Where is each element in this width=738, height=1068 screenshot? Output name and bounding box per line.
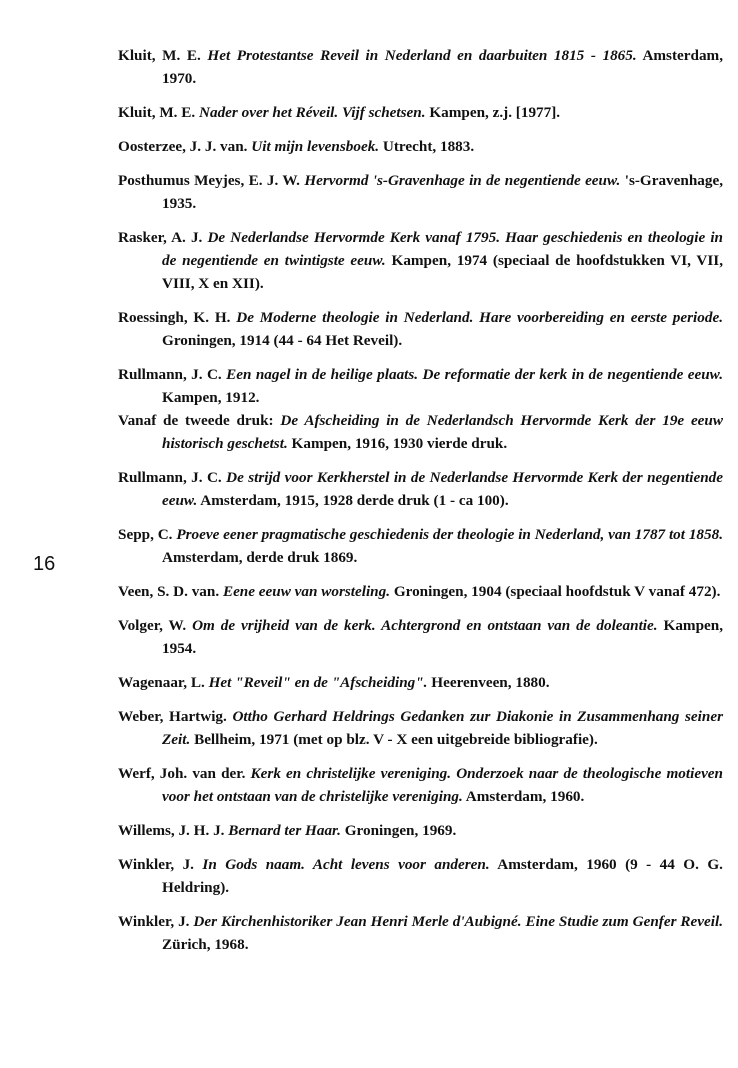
- entry-author: Volger, W.: [118, 617, 187, 634]
- entry-title: Ottho Gerhard Heldrings Gedanken zur Diakonie in Zusammenhang seiner Zeit.: [162, 708, 723, 748]
- entry-publication: Bellheim, 1971 (met op blz. V - X een uitgebreide bibliografie).: [194, 731, 598, 748]
- edition-note-publication: Kampen, 1916, 1930 vierde druk.: [291, 435, 508, 452]
- entry-publication: Amsterdam, derde druk 1869.: [162, 549, 358, 566]
- entry-author: Kluit, M. E.: [118, 104, 196, 121]
- entry-publication: Utrecht, 1883.: [382, 138, 475, 155]
- entry-edition-note: [118, 409, 723, 455]
- entry-title: Bernard ter Haar.: [228, 822, 341, 839]
- entry-author: Roessingh, K. H.: [118, 309, 231, 326]
- entry-publication: Groningen, 1969.: [344, 822, 457, 839]
- entry-publication: Kampen, 1974 (speciaal de hoofdstukken VI, VII, VIII, X en XII).: [162, 252, 724, 292]
- entry-author: Posthumus Meyjes, E. J. W.: [118, 172, 300, 189]
- entry-publication: Groningen, 1914 (44 - 64 Het Reveil).: [162, 332, 403, 349]
- entry-publication: Groningen, 1904 (speciaal hoofdstuk V vanaf 472).: [393, 583, 721, 600]
- entry-author: Sepp, C.: [118, 526, 173, 543]
- entry-publication: 's-Gravenhage, 1935.: [162, 172, 724, 212]
- bibliography-entry: [118, 226, 723, 295]
- bibliography-entry: [118, 671, 723, 694]
- bibliography-entry: [118, 363, 723, 455]
- entry-title: Kerk en christelijke vereniging. Onderzoek naar de theologische motieven voor het ontstaan van de christelijke vereniging.: [162, 765, 723, 805]
- bibliography-entry: [118, 306, 723, 352]
- bibliography-entry: [118, 819, 723, 842]
- entry-title: Proeve eener pragmatische geschiedenis der theologie in Nederland, van 1787 tot 1858.: [176, 526, 724, 543]
- entry-publication: Amsterdam, 1915, 1928 derde druk (1 - ca 100).: [200, 492, 509, 509]
- entry-author: Kluit, M. E.: [118, 47, 201, 64]
- entry-publication: Zürich, 1968.: [162, 936, 249, 953]
- entry-author: Rullmann, J. C.: [118, 366, 222, 383]
- entry-publication: Heerenveen, 1880.: [431, 674, 550, 691]
- entry-title: Uit mijn levensboek.: [251, 138, 380, 155]
- entry-author: Rullmann, J. C.: [118, 469, 222, 486]
- entry-author: Veen, S. D. van.: [118, 583, 220, 600]
- entry-author: Willems, J. H. J.: [118, 822, 225, 839]
- page-number: 16: [33, 553, 56, 575]
- bibliography-entry: [118, 614, 723, 660]
- entry-title: De Nederlandse Hervormde Kerk vanaf 1795. Haar geschiedenis en theologie in de negentiende en twintigste eeuw.: [162, 229, 723, 269]
- entry-title: Nader over het Réveil. Vijf schetsen.: [199, 104, 426, 121]
- edition-note-title: De Afscheiding in de Nederlandsch Hervormde Kerk der 19e eeuw historisch geschetst.: [162, 412, 723, 452]
- bibliography-entry: [118, 523, 723, 569]
- entry-title: Het "Reveil" en de "Afscheiding".: [208, 674, 428, 691]
- entry-title: In Gods naam. Acht levens voor anderen.: [202, 856, 490, 873]
- entry-title: Om de vrijheid van de kerk. Achtergrond en ontstaan van de doleantie.: [192, 617, 658, 634]
- bibliography-entry: [118, 580, 723, 603]
- bibliography-list: [118, 44, 723, 967]
- entry-title: Het Protestantse Reveil in Nederland en daarbuiten 1815 - 1865.: [207, 47, 637, 64]
- entry-author: Wagenaar, L.: [118, 674, 205, 691]
- entry-publication: Amsterdam, 1960 (9 - 44 O. G. Heldring).: [162, 856, 723, 896]
- bibliography-entry: [118, 762, 723, 808]
- bibliography-entry: [118, 101, 723, 124]
- edition-note-prefix: Vanaf de tweede druk:: [118, 412, 274, 429]
- entry-author: Werf, Joh. van der.: [118, 765, 246, 782]
- entry-publication: Amsterdam, 1960.: [465, 788, 585, 805]
- entry-publication: Kampen, 1912.: [162, 389, 260, 406]
- entry-publication: Amsterdam, 1970.: [162, 47, 723, 87]
- bibliography-entry: [118, 466, 723, 512]
- entry-author: Weber, Hartwig.: [118, 708, 227, 725]
- bibliography-entry: [118, 135, 723, 158]
- entry-title: Der Kirchenhistoriker Jean Henri Merle d'Aubigné. Eine Studie zum Genfer Reveil.: [193, 913, 724, 930]
- bibliography-entry: [118, 44, 723, 90]
- entry-author: Oosterzee, J. J. van.: [118, 138, 248, 155]
- entry-title: De strijd voor Kerkherstel in de Nederlandse Hervormde Kerk der negentiende eeuw.: [162, 469, 723, 509]
- entry-author: Rasker, A. J.: [118, 229, 203, 246]
- bibliography-entry: [118, 910, 723, 956]
- entry-author: Winkler, J.: [118, 913, 190, 930]
- entry-title: Een nagel in de heilige plaats. De reformatie der kerk in de negentiende eeuw.: [226, 366, 724, 383]
- entry-title: Hervormd 's-Gravenhage in de negentiende eeuw.: [304, 172, 621, 189]
- bibliography-entry: [118, 705, 723, 751]
- bibliography-entry: [118, 169, 723, 215]
- entry-publication: Kampen, z.j. [1977].: [429, 104, 561, 121]
- entry-title: Eene eeuw van worsteling.: [222, 583, 391, 600]
- entry-author: Winkler, J.: [118, 856, 194, 873]
- entry-publication: Kampen, 1954.: [162, 617, 724, 657]
- bibliography-entry: [118, 853, 723, 899]
- entry-title: De Moderne theologie in Nederland. Hare voorbereiding en eerste periode.: [236, 309, 723, 326]
